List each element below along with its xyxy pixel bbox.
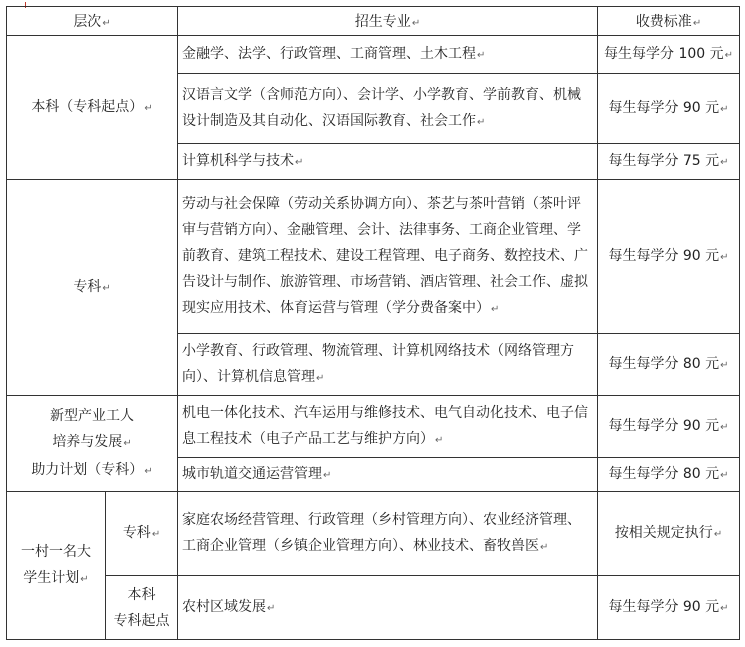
group-cell-village: 一村一名大 学生计划↵ [7, 492, 106, 640]
fee-cell: 每生每学分 90 元↵ [598, 74, 740, 144]
table-row [7, 576, 740, 640]
header-level: 层次↵ [7, 7, 178, 36]
fee-cell: 每生每学分 90 元↵ [598, 180, 740, 334]
major-cell: 劳动与社会保障（劳动关系协调方向）、茶艺与茶叶营销（茶叶评审与营销方向）、金融管理、会计、法律事务、工商企业管理、学前教育、建筑工程技术、建设工程管理、电子商务、数控技术、广告设计与制作、旅游管理、市场营销、酒店管理、社会工作、虚拟现实应用技术、体育运营与管理（学分费备案中）↵ [178, 180, 598, 334]
fee-cell: 每生每学分 90 元↵ [598, 576, 740, 640]
major-cell: 家庭农场经营管理、行政管理（乡村管理方向）、农业经济管理、工商企业管理（乡镇企业管理方向）、林业技术、畜牧兽医↵ [178, 492, 598, 576]
fee-cell: 每生每学分 75 元↵ [598, 144, 740, 180]
fee-cell: 按相关规定执行↵ [598, 492, 740, 576]
major-cell: 金融学、法学、行政管理、工商管理、土木工程↵ [178, 36, 598, 74]
header-fee: 收费标准↵ [598, 7, 740, 36]
table-row [7, 396, 740, 458]
major-cell: 小学教育、行政管理、物流管理、计算机网络技术（网络管理方向）、计算机信息管理↵ [178, 334, 598, 396]
table-row [7, 180, 740, 334]
major-cell: 汉语言文学（含师范方向）、会计学、小学教育、学前教育、机械设计制造及其自动化、汉语国际教育、社会工作↵ [178, 74, 598, 144]
table-row [7, 36, 740, 74]
fee-cell: 每生每学分 80 元↵ [598, 334, 740, 396]
major-cell: 农村区域发展↵ [178, 576, 598, 640]
header-major: 招生专业↵ [178, 7, 598, 36]
group-cell-workers: 新型产业工人 培养与发展↵ 助力计划（专科）↵ [7, 396, 178, 492]
header-row [7, 7, 740, 36]
sub-level-cell: 专科↵ [106, 492, 178, 576]
group-cell-junior: 专科↵ [7, 180, 178, 396]
major-cell: 城市轨道交通运营管理↵ [178, 458, 598, 492]
group-cell-bachelor: 本科（专科起点）↵ [7, 36, 178, 180]
major-cell: 机电一体化技术、汽车运用与维修技术、电气自动化技术、电子信息工程技术（电子产品工艺与维护方向）↵ [178, 396, 598, 458]
fee-cell: 每生每学分 100 元↵ [598, 36, 740, 74]
table-row [7, 492, 740, 576]
fee-table [6, 6, 740, 640]
fee-cell: 每生每学分 80 元↵ [598, 458, 740, 492]
sub-level-cell: 本科 专科起点 [106, 576, 178, 640]
major-cell: 计算机科学与技术↵ [178, 144, 598, 180]
fee-cell: 每生每学分 90 元↵ [598, 396, 740, 458]
